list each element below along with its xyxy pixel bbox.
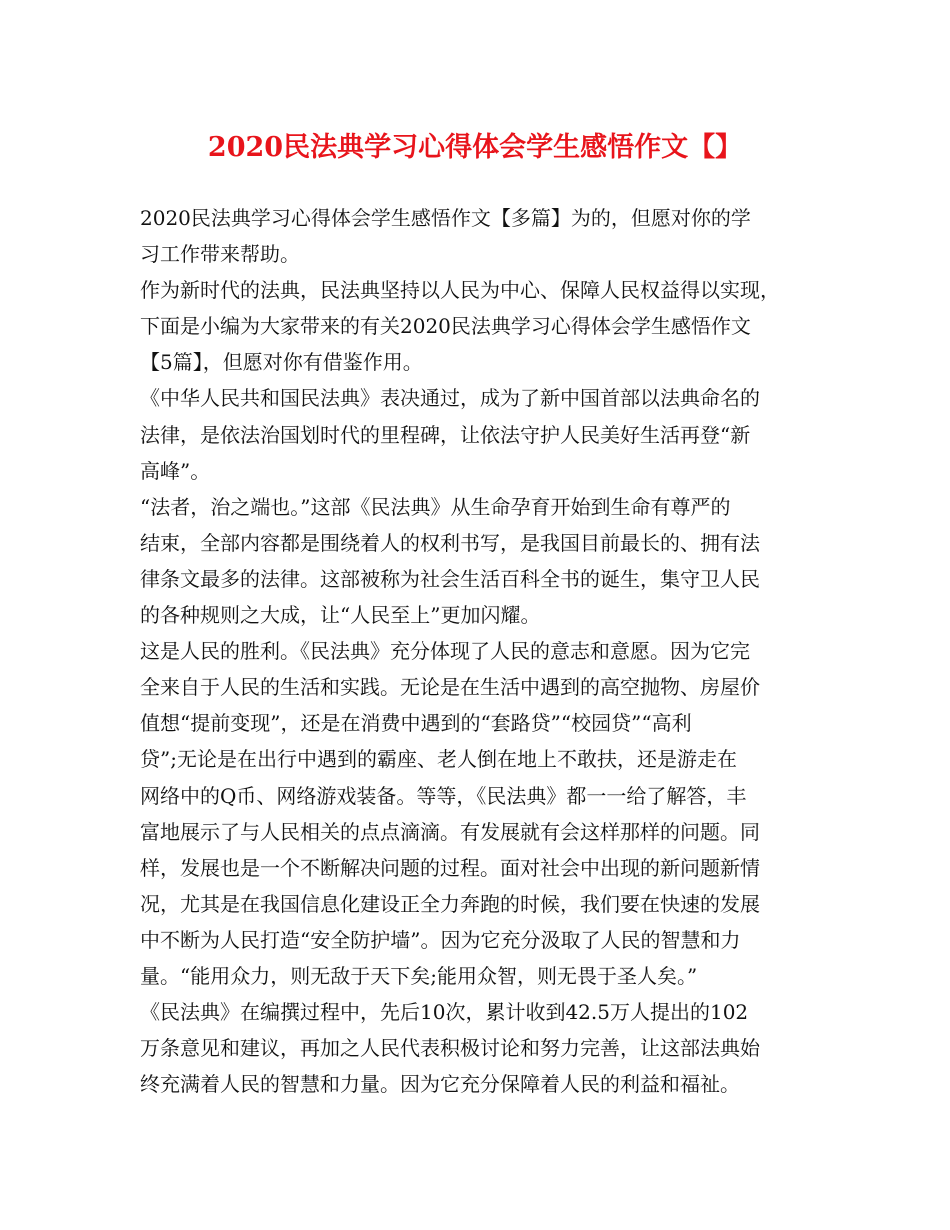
text-line: 样，发展也是一个不断解决问题的过程。面对社会中出现的新问题新情 (140, 855, 760, 880)
text-line: 终充满着人民的智慧和力量。因为它充分保障着人民的利益和福祉。 (140, 1072, 740, 1097)
document-title: 2020民法典学习心得体会学生感悟作文【】 (207, 132, 743, 163)
text-line: 万条意见和建议，再加之人民代表积极讨论和努力完善，让这部法典始 (140, 1036, 760, 1061)
text-line: 法律，是依法治国划时代的里程碑，让依法守护人民美好生活再登“新 (140, 422, 751, 447)
text-line: 下面是小编为大家带来的有关2020民法典学习心得体会学生感悟作文 (140, 314, 751, 339)
text-line: 《民法典》在编撰过程中，先后10次，累计收到42.5万人提出的102 (140, 1000, 749, 1025)
text-line: 2020民法典学习心得体会学生感悟作文【多篇】为的，但愿对你的学 (140, 206, 751, 230)
text-line: 量。“能用众力，则无敌于天下矣;能用众智，则无畏于圣人矣。” (140, 963, 698, 988)
text-line: 高峰”。 (140, 458, 211, 483)
text-line: 【5篇】，但愿对你有借鉴作用。 (140, 350, 423, 375)
document-body (140, 200, 820, 1102)
text-line: 《中华人民共和国民法典》表决通过，成为了新中国首部以法典命名的 (140, 386, 760, 411)
text-line: 贷”;无论是在出行中遇到的霸座、老人倒在地上不敢扶，还是游走在 (140, 747, 737, 772)
text-line: 这是人民的胜利。《民法典》充分体现了人民的意志和意愿。因为它完 (140, 639, 750, 664)
text-line: “法者，治之端也。”这部《民法典》从生命孕育开始到生命有尊严的 (140, 494, 731, 519)
text-line: 中不断为人民打造“安全防护墙”。因为它充分汲取了人民的智慧和力 (140, 927, 741, 952)
text-line: 全来自于人民的生活和实践。无论是在生活中遇到的高空抛物、房屋价 (140, 675, 760, 700)
text-line: 值想“提前变现”，还是在消费中遇到的“套路贷”“校园贷”“高利 (140, 711, 692, 736)
text-line: 律条文最多的法律。这部被称为社会生活百科全书的诞生，集守卫人民 (140, 566, 760, 591)
text-line: 习工作带来帮助。 (140, 242, 300, 267)
text-line: 作为新时代的法典，民法典坚持以人民为中心、保障人民权益得以实现， (140, 278, 780, 303)
text-line: 富地展示了与人民相关的点点滴滴。有发展就有会这样那样的问题。同 (140, 819, 760, 844)
text-line: 况，尤其是在我国信息化建设正全力奔跑的时候，我们要在快速的发展 (140, 891, 760, 916)
text-line: 的各种规则之大成，让“人民至上”更加闪耀。 (140, 603, 541, 628)
text-line: 结束，全部内容都是围绕着人的权利书写，是我国目前最长的、拥有法 (140, 530, 760, 555)
text-line: 网络中的Q币、网络游戏装备。等等，《民法典》都一一给了解答，丰 (140, 783, 747, 808)
